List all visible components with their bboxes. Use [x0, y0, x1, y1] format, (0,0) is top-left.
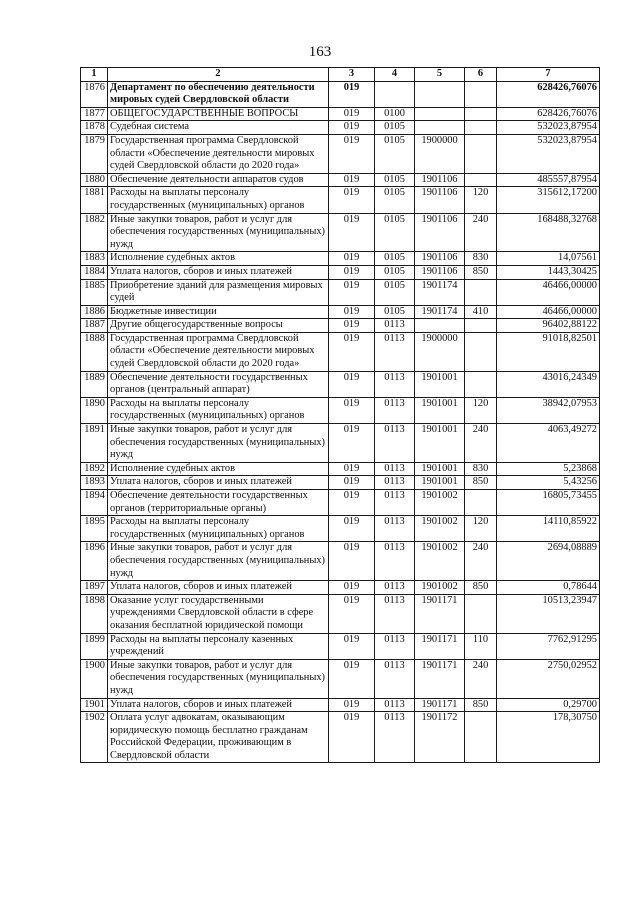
table-row — [81, 121, 600, 135]
section-code: 0113 — [375, 581, 415, 595]
expense-type-code — [465, 279, 497, 305]
amount: 5,43256 — [497, 476, 600, 490]
row-number: 1887 — [81, 319, 108, 333]
table-row — [81, 305, 600, 319]
expense-name: Оказание услуг государственными учреждениями Свердловской области в сфере оказания бесплатной юридической помощи — [108, 594, 329, 633]
expense-type-code — [465, 319, 497, 333]
section-code: 0113 — [375, 516, 415, 542]
section-code: 0113 — [375, 594, 415, 633]
expense-type-code — [465, 134, 497, 173]
target-code: 1901106 — [415, 213, 465, 252]
table-row — [81, 134, 600, 173]
target-code: 1901174 — [415, 305, 465, 319]
expense-type-code — [465, 332, 497, 371]
section-code: 0105 — [375, 265, 415, 279]
expense-name: ОБЩЕГОСУДАРСТВЕННЫЕ ВОПРОСЫ — [108, 107, 329, 121]
target-code — [415, 121, 465, 135]
expense-type-code: 410 — [465, 305, 497, 319]
expense-name: Обеспечение деятельности аппаратов судов — [108, 173, 329, 187]
table-row — [81, 252, 600, 266]
ministry-code: 019 — [329, 279, 375, 305]
row-number: 1884 — [81, 265, 108, 279]
target-code — [415, 319, 465, 333]
header-cell: 1 — [81, 68, 108, 82]
target-code: 1901001 — [415, 397, 465, 423]
row-number: 1890 — [81, 397, 108, 423]
budget-table — [80, 67, 600, 763]
amount: 628426,76076 — [497, 81, 600, 107]
expense-type-code: 240 — [465, 542, 497, 581]
section-code: 0105 — [375, 121, 415, 135]
amount: 0,29700 — [497, 698, 600, 712]
table-row — [81, 81, 600, 107]
expense-name: Иные закупки товаров, работ и услуг для обеспечения государственных (муниципальных) нужд — [108, 424, 329, 463]
amount: 532023,87954 — [497, 121, 600, 135]
expense-name: Бюджетные инвестиции — [108, 305, 329, 319]
ministry-code: 019 — [329, 213, 375, 252]
target-code: 1901001 — [415, 424, 465, 463]
header-cell: 6 — [465, 68, 497, 82]
amount: 4063,49272 — [497, 424, 600, 463]
amount: 5,23868 — [497, 462, 600, 476]
expense-name: Уплата налогов, сборов и иных платежей — [108, 476, 329, 490]
ministry-code: 019 — [329, 305, 375, 319]
amount: 2750,02952 — [497, 659, 600, 698]
expense-type-code: 850 — [465, 581, 497, 595]
table-row — [81, 698, 600, 712]
ministry-code: 019 — [329, 265, 375, 279]
table-row — [81, 107, 600, 121]
target-code: 1901106 — [415, 187, 465, 213]
table-row — [81, 490, 600, 516]
expense-name: Расходы на выплаты персоналу государственных (муниципальных) органов — [108, 187, 329, 213]
ministry-code: 019 — [329, 397, 375, 423]
target-code: 1901172 — [415, 712, 465, 763]
amount: 7762,91295 — [497, 633, 600, 659]
ministry-code: 019 — [329, 371, 375, 397]
row-number: 1895 — [81, 516, 108, 542]
amount: 168488,32768 — [497, 213, 600, 252]
ministry-code: 019 — [329, 516, 375, 542]
ministry-code: 019 — [329, 698, 375, 712]
expense-name: Иные закупки товаров, работ и услуг для обеспечения государственных (муниципальных) нужд — [108, 213, 329, 252]
row-number: 1880 — [81, 173, 108, 187]
ministry-code: 019 — [329, 332, 375, 371]
ministry-code: 019 — [329, 121, 375, 135]
row-number: 1882 — [81, 213, 108, 252]
section-code: 0113 — [375, 476, 415, 490]
target-code — [415, 107, 465, 121]
header-row — [81, 68, 600, 82]
section-code: 0105 — [375, 279, 415, 305]
expense-type-code — [465, 107, 497, 121]
row-number: 1893 — [81, 476, 108, 490]
table-row — [81, 659, 600, 698]
expense-name: Оплата услуг адвокатам, оказывающим юридическую помощь бесплатно гражданам Российской Федерации, проживающим в Свердловской области — [108, 712, 329, 763]
expense-type-code: 120 — [465, 187, 497, 213]
row-number: 1902 — [81, 712, 108, 763]
row-number: 1886 — [81, 305, 108, 319]
expense-name: Иные закупки товаров, работ и услуг для обеспечения государственных (муниципальных) нужд — [108, 659, 329, 698]
row-number: 1889 — [81, 371, 108, 397]
header-cell: 5 — [415, 68, 465, 82]
ministry-code: 019 — [329, 252, 375, 266]
section-code: 0113 — [375, 712, 415, 763]
section-code: 0105 — [375, 252, 415, 266]
amount: 46466,00000 — [497, 279, 600, 305]
section-code: 0105 — [375, 187, 415, 213]
amount: 178,30750 — [497, 712, 600, 763]
table-row — [81, 371, 600, 397]
expense-type-code: 830 — [465, 252, 497, 266]
ministry-code: 019 — [329, 542, 375, 581]
ministry-code: 019 — [329, 581, 375, 595]
expense-name: Исполнение судебных актов — [108, 252, 329, 266]
amount: 96402,88122 — [497, 319, 600, 333]
section-code: 0113 — [375, 542, 415, 581]
expense-name: Иные закупки товаров, работ и услуг для обеспечения государственных (муниципальных) нужд — [108, 542, 329, 581]
amount: 46466,00000 — [497, 305, 600, 319]
amount: 2694,08889 — [497, 542, 600, 581]
row-number: 1877 — [81, 107, 108, 121]
row-number: 1901 — [81, 698, 108, 712]
ministry-code: 019 — [329, 462, 375, 476]
expense-type-code: 120 — [465, 516, 497, 542]
table-row — [81, 542, 600, 581]
expense-type-code: 120 — [465, 397, 497, 423]
table-row — [81, 476, 600, 490]
ministry-code: 019 — [329, 476, 375, 490]
target-code: 1901106 — [415, 173, 465, 187]
expense-type-code — [465, 490, 497, 516]
expense-name: Обеспечение деятельности государственных органов (центральный аппарат) — [108, 371, 329, 397]
expense-name: Приобретение зданий для размещения мировых судей — [108, 279, 329, 305]
target-code: 1901171 — [415, 698, 465, 712]
expense-type-code: 850 — [465, 476, 497, 490]
section-code: 0100 — [375, 107, 415, 121]
section-code: 0113 — [375, 332, 415, 371]
section-code: 0113 — [375, 397, 415, 423]
amount: 315612,17200 — [497, 187, 600, 213]
table-row — [81, 265, 600, 279]
ministry-code: 019 — [329, 659, 375, 698]
expense-name: Расходы на выплаты персоналу казенных учреждений — [108, 633, 329, 659]
amount: 16805,73455 — [497, 490, 600, 516]
amount: 43016,24349 — [497, 371, 600, 397]
section-code: 0113 — [375, 659, 415, 698]
expense-type-code — [465, 173, 497, 187]
row-number: 1900 — [81, 659, 108, 698]
section-code: 0113 — [375, 462, 415, 476]
expense-name: Уплата налогов, сборов и иных платежей — [108, 581, 329, 595]
table-row — [81, 516, 600, 542]
header-cell: 4 — [375, 68, 415, 82]
amount: 485557,87954 — [497, 173, 600, 187]
table-row — [81, 332, 600, 371]
ministry-code: 019 — [329, 712, 375, 763]
target-code: 1901106 — [415, 265, 465, 279]
row-number: 1878 — [81, 121, 108, 135]
section-code — [375, 81, 415, 107]
section-code: 0105 — [375, 213, 415, 252]
ministry-code: 019 — [329, 490, 375, 516]
target-code: 1901002 — [415, 581, 465, 595]
table-row — [81, 397, 600, 423]
amount: 91018,82501 — [497, 332, 600, 371]
row-number: 1898 — [81, 594, 108, 633]
row-number: 1876 — [81, 81, 108, 107]
target-code: 1901001 — [415, 371, 465, 397]
section-code: 0113 — [375, 698, 415, 712]
section-code: 0113 — [375, 633, 415, 659]
row-number: 1879 — [81, 134, 108, 173]
target-code: 1901171 — [415, 594, 465, 633]
expense-type-code — [465, 712, 497, 763]
target-code: 1901174 — [415, 279, 465, 305]
ministry-code: 019 — [329, 134, 375, 173]
expense-type-code: 240 — [465, 213, 497, 252]
target-code: 1901002 — [415, 542, 465, 581]
header-cell: 2 — [108, 68, 329, 82]
expense-type-code: 850 — [465, 265, 497, 279]
table-row — [81, 279, 600, 305]
table-row — [81, 594, 600, 633]
expense-type-code: 110 — [465, 633, 497, 659]
expense-name: Уплата налогов, сборов и иных платежей — [108, 265, 329, 279]
section-code: 0105 — [375, 173, 415, 187]
row-number: 1891 — [81, 424, 108, 463]
target-code: 1901106 — [415, 252, 465, 266]
table-row — [81, 187, 600, 213]
row-number: 1885 — [81, 279, 108, 305]
amount: 14,07561 — [497, 252, 600, 266]
amount: 1443,30425 — [497, 265, 600, 279]
target-code: 1901171 — [415, 633, 465, 659]
table-row — [81, 462, 600, 476]
amount: 14110,85922 — [497, 516, 600, 542]
section-code: 0113 — [375, 490, 415, 516]
ministry-code: 019 — [329, 633, 375, 659]
expense-type-code — [465, 594, 497, 633]
row-number: 1892 — [81, 462, 108, 476]
target-code: 1901002 — [415, 516, 465, 542]
target-code: 1901171 — [415, 659, 465, 698]
ministry-code: 019 — [329, 424, 375, 463]
header-cell: 7 — [497, 68, 600, 82]
expense-type-code — [465, 121, 497, 135]
target-code: 1901001 — [415, 462, 465, 476]
table-row — [81, 319, 600, 333]
row-number: 1894 — [81, 490, 108, 516]
section-code: 0105 — [375, 134, 415, 173]
ministry-code: 019 — [329, 107, 375, 121]
amount: 628426,76076 — [497, 107, 600, 121]
ministry-code: 019 — [329, 594, 375, 633]
expense-type-code: 240 — [465, 659, 497, 698]
expense-type-code — [465, 371, 497, 397]
expense-type-code — [465, 81, 497, 107]
amount: 0,78644 — [497, 581, 600, 595]
ministry-code: 019 — [329, 173, 375, 187]
table-row — [81, 581, 600, 595]
expense-name: Расходы на выплаты персоналу государственных (муниципальных) органов — [108, 516, 329, 542]
target-code: 1900000 — [415, 332, 465, 371]
amount: 38942,07953 — [497, 397, 600, 423]
ministry-code: 019 — [329, 81, 375, 107]
table-row — [81, 424, 600, 463]
header-cell: 3 — [329, 68, 375, 82]
row-number: 1888 — [81, 332, 108, 371]
page-number: 163 — [308, 44, 332, 60]
expense-name: Департамент по обеспечению деятельности мировых судей Свердловской области — [108, 81, 329, 107]
section-code: 0113 — [375, 424, 415, 463]
table-row — [81, 633, 600, 659]
row-number: 1883 — [81, 252, 108, 266]
ministry-code: 019 — [329, 319, 375, 333]
expense-name: Уплата налогов, сборов и иных платежей — [108, 698, 329, 712]
target-code: 1901002 — [415, 490, 465, 516]
expense-name: Судебная система — [108, 121, 329, 135]
table-row — [81, 712, 600, 763]
target-code — [415, 81, 465, 107]
row-number: 1896 — [81, 542, 108, 581]
target-code: 1900000 — [415, 134, 465, 173]
expense-name: Государственная программа Свердловской области «Обеспечение деятельности мировых судей Свердловской области до 2020 года» — [108, 134, 329, 173]
expense-name: Другие общегосударственные вопросы — [108, 319, 329, 333]
section-code: 0113 — [375, 319, 415, 333]
expense-name: Обеспечение деятельности государственных органов (территориальные органы) — [108, 490, 329, 516]
row-number: 1881 — [81, 187, 108, 213]
section-code: 0113 — [375, 371, 415, 397]
expense-name: Государственная программа Свердловской области «Обеспечение деятельности мировых судей Свердловской области до 2020 года» — [108, 332, 329, 371]
target-code: 1901001 — [415, 476, 465, 490]
section-code: 0105 — [375, 305, 415, 319]
row-number: 1897 — [81, 581, 108, 595]
expense-type-code: 850 — [465, 698, 497, 712]
ministry-code: 019 — [329, 187, 375, 213]
expense-name: Расходы на выплаты персоналу государственных (муниципальных) органов — [108, 397, 329, 423]
table-row — [81, 173, 600, 187]
amount: 10513,23947 — [497, 594, 600, 633]
row-number: 1899 — [81, 633, 108, 659]
expense-type-code: 240 — [465, 424, 497, 463]
expense-type-code: 830 — [465, 462, 497, 476]
expense-name: Исполнение судебных актов — [108, 462, 329, 476]
table-row — [81, 213, 600, 252]
amount: 532023,87954 — [497, 134, 600, 173]
